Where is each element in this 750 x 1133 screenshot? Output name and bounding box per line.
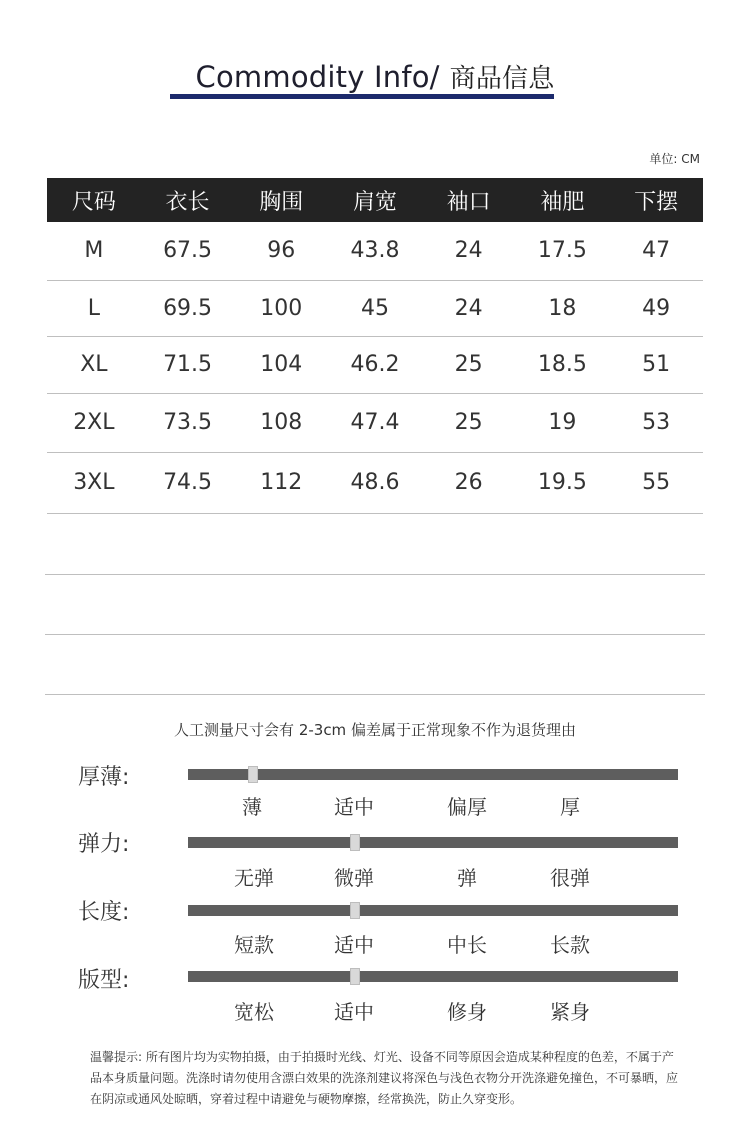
attr-option: 厚 xyxy=(560,795,580,819)
table-cell: 43.8 xyxy=(328,222,422,280)
attr-scale-length xyxy=(188,905,678,916)
table-cell: 112 xyxy=(234,452,328,513)
attr-label-fit: 版型: xyxy=(78,968,130,993)
attr-option: 短款 xyxy=(234,933,274,957)
column-header: 衣长 xyxy=(141,178,235,222)
column-header: 袖口 xyxy=(422,178,516,222)
table-cell: L xyxy=(47,280,141,336)
empty-table-rows xyxy=(45,515,705,695)
table-cell: 19 xyxy=(516,393,610,452)
table-cell: 104 xyxy=(234,336,328,393)
table-cell: 55 xyxy=(609,452,703,513)
size-table-header xyxy=(47,178,703,222)
scale-marker xyxy=(350,968,360,985)
title-cn: 商品信息 xyxy=(449,64,555,94)
column-header: 袖肥 xyxy=(516,178,610,222)
empty-row xyxy=(45,515,705,575)
empty-row xyxy=(45,575,705,635)
table-cell: 53 xyxy=(609,393,703,452)
column-header: 胸围 xyxy=(234,178,328,222)
attr-option: 长款 xyxy=(550,933,590,957)
table-cell: 25 xyxy=(422,336,516,393)
table-cell: 26 xyxy=(422,452,516,513)
attr-option: 微弹 xyxy=(334,866,374,890)
column-header: 尺码 xyxy=(47,178,141,222)
attr-option: 紧身 xyxy=(550,1000,590,1024)
table-cell: 51 xyxy=(609,336,703,393)
table-cell: 19.5 xyxy=(516,452,610,513)
table-cell: 25 xyxy=(422,393,516,452)
table-cell: 96 xyxy=(234,222,328,280)
table-cell: 49 xyxy=(609,280,703,336)
attr-option: 薄 xyxy=(242,795,262,819)
attr-option: 偏厚 xyxy=(447,795,487,819)
table-cell: 24 xyxy=(422,280,516,336)
table-row xyxy=(47,222,703,280)
table-cell: 24 xyxy=(422,222,516,280)
table-cell: 108 xyxy=(234,393,328,452)
table-row xyxy=(47,452,703,513)
attr-option: 修身 xyxy=(447,1000,487,1024)
attr-option: 中长 xyxy=(447,933,487,957)
empty-row xyxy=(45,635,705,695)
table-cell: 18 xyxy=(516,280,610,336)
scale-marker xyxy=(350,834,360,851)
table-cell: 71.5 xyxy=(141,336,235,393)
attr-label-thickness: 厚薄: xyxy=(78,765,130,790)
attr-option: 宽松 xyxy=(234,1000,274,1024)
table-cell: 47.4 xyxy=(328,393,422,452)
scale-marker xyxy=(350,902,360,919)
table-cell: 3XL xyxy=(47,452,141,513)
scale-marker xyxy=(248,766,258,783)
title-underline xyxy=(170,94,554,99)
title-en: Commodity Info/ xyxy=(195,60,440,94)
unit-label: 单位: CM xyxy=(649,152,700,166)
table-cell: 2XL xyxy=(47,393,141,452)
table-row xyxy=(47,336,703,393)
table-row xyxy=(47,393,703,452)
table-cell: 100 xyxy=(234,280,328,336)
footer-tips: 温馨提示: 所有图片均为实物拍摄，由于拍摄时光线、灯光、设备不同等原因会造成某种程度的色差，不属于产品本身质量问题。洗涤时请勿使用含漂白效果的洗涤剂建议将深色与浅色衣物分开洗涤避免撞色，不可暴晒，应在阴凉或通风处晾晒，穿着过程中请避免与硬物摩擦，经常换洗，防止久穿变形。 xyxy=(90,1050,679,1106)
table-cell: 47 xyxy=(609,222,703,280)
attr-option: 弹 xyxy=(457,866,477,890)
attr-scale-elasticity xyxy=(188,837,678,848)
table-row xyxy=(47,280,703,336)
table-cell: 73.5 xyxy=(141,393,235,452)
column-header: 下摆 xyxy=(609,178,703,222)
table-cell: 74.5 xyxy=(141,452,235,513)
table-cell: 18.5 xyxy=(516,336,610,393)
attr-scale-thickness xyxy=(188,769,678,780)
attr-option: 适中 xyxy=(334,795,374,819)
title-block xyxy=(0,58,750,95)
table-cell: 48.6 xyxy=(328,452,422,513)
attr-label-elasticity: 弹力: xyxy=(78,832,130,857)
attr-label-length: 长度: xyxy=(78,900,130,925)
column-header: 肩宽 xyxy=(328,178,422,222)
table-cell: 17.5 xyxy=(516,222,610,280)
page-title xyxy=(190,58,561,95)
attr-option: 无弹 xyxy=(234,866,274,890)
attr-option: 适中 xyxy=(334,933,374,957)
attr-option: 很弹 xyxy=(550,866,590,890)
size-table xyxy=(47,178,703,514)
table-cell: 46.2 xyxy=(328,336,422,393)
attr-scale-fit xyxy=(188,971,678,982)
measurement-note: 人工测量尺寸会有 2-3cm 偏差属于正常现象不作为退货理由 xyxy=(174,721,576,739)
attr-option: 适中 xyxy=(334,1000,374,1024)
table-cell: XL xyxy=(47,336,141,393)
table-cell: 45 xyxy=(328,280,422,336)
table-cell: 67.5 xyxy=(141,222,235,280)
table-cell: M xyxy=(47,222,141,280)
table-cell: 69.5 xyxy=(141,280,235,336)
